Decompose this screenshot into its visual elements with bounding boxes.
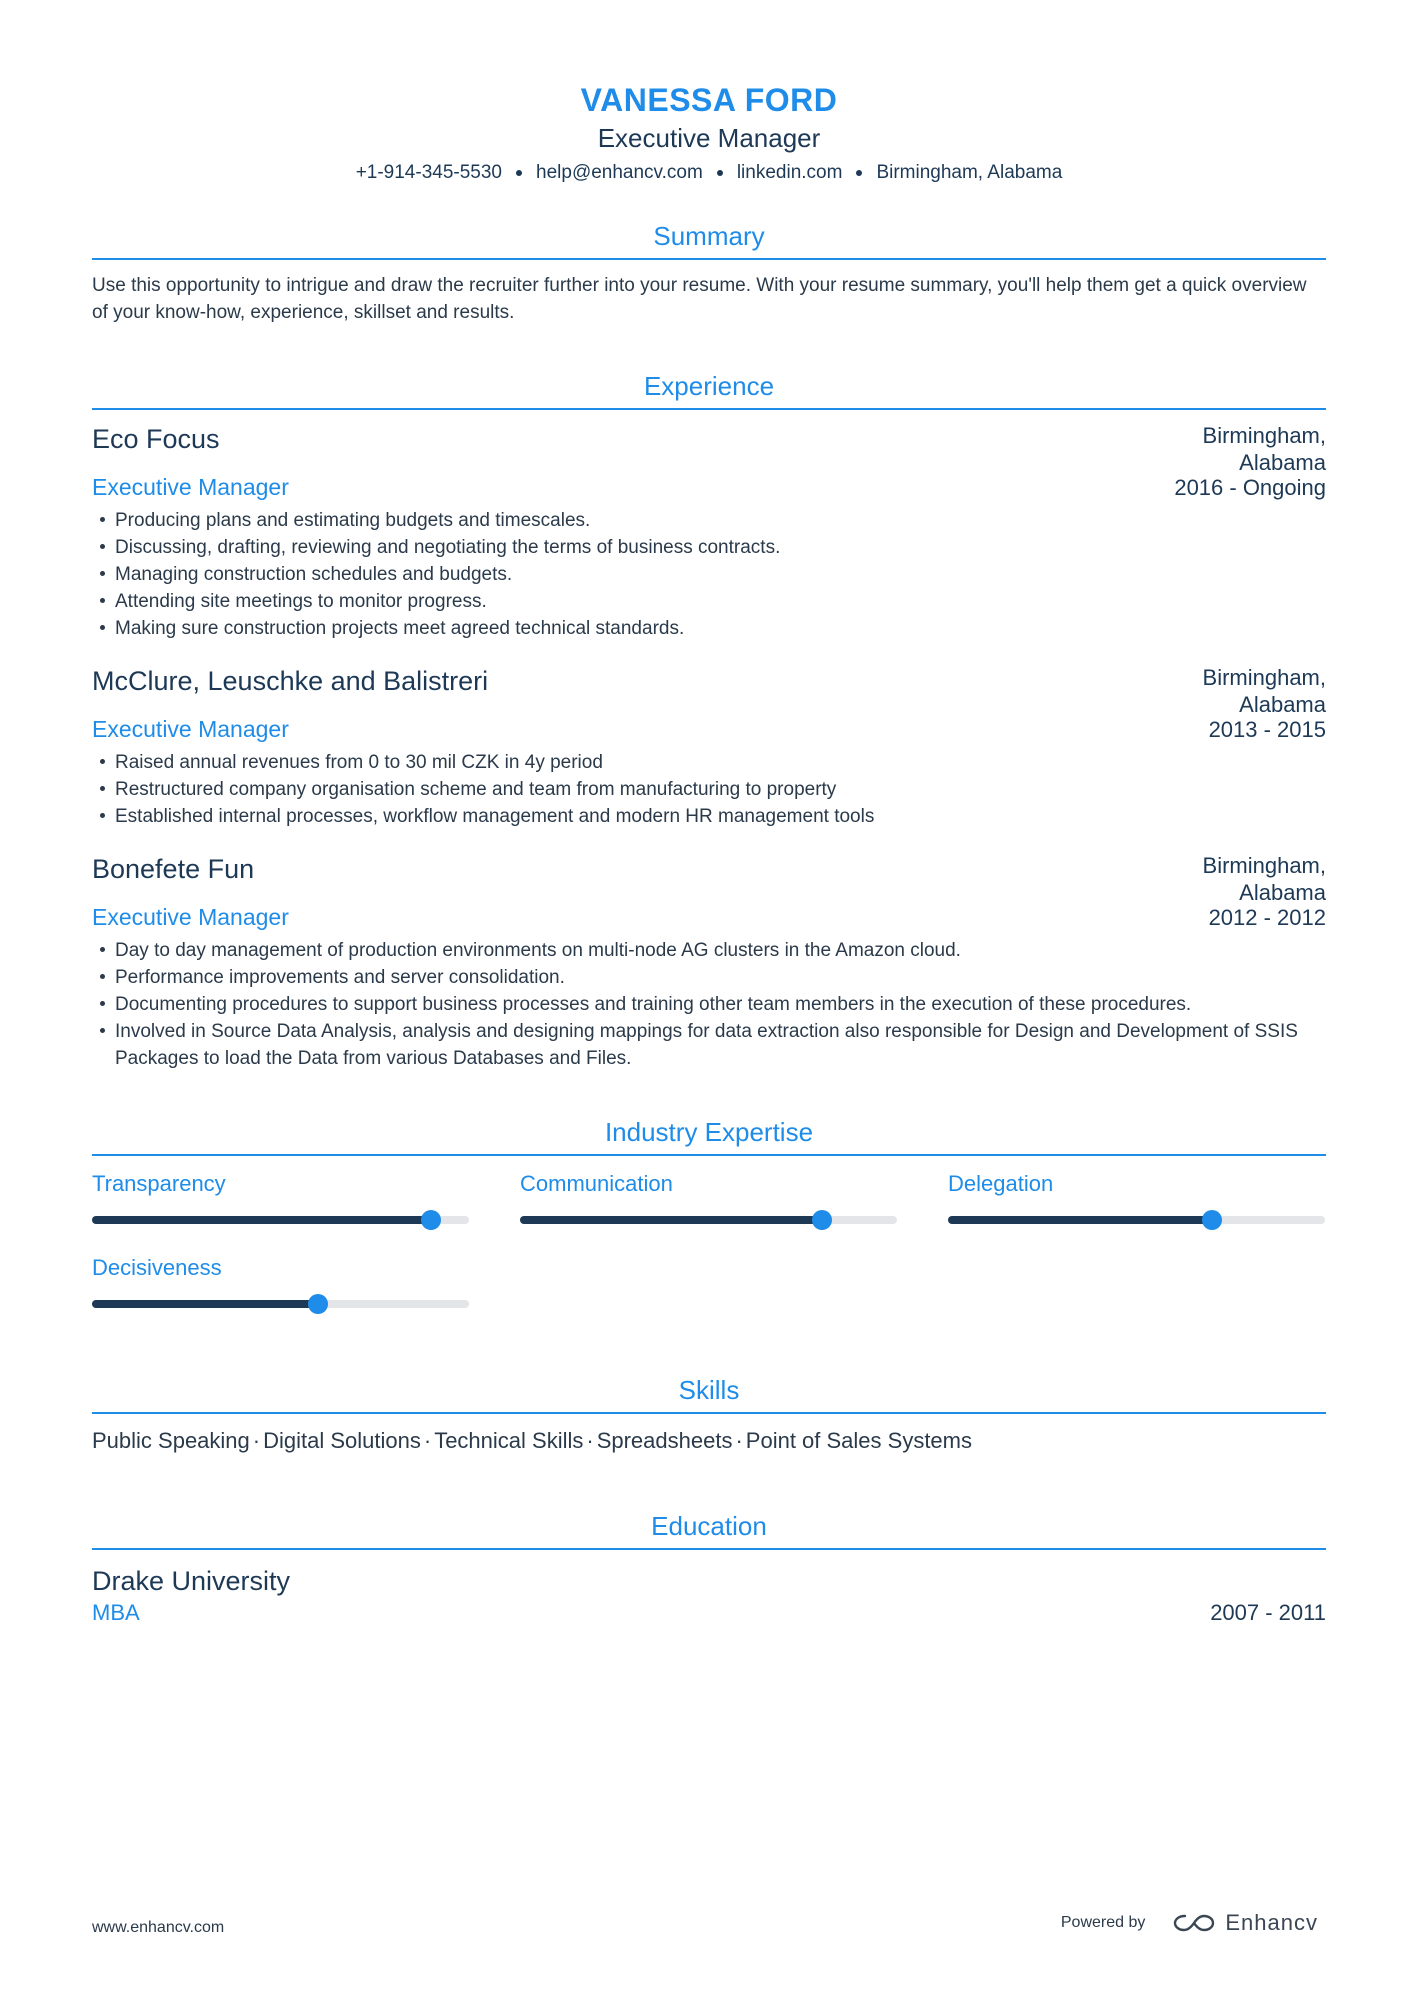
skill-item: Technical Skills xyxy=(434,1428,584,1453)
job-location-line: Birmingham, xyxy=(1202,853,1326,878)
section-title-expertise: Industry Expertise xyxy=(604,1117,814,1147)
footer-website[interactable]: www.enhancv.com xyxy=(92,1919,225,1936)
section-divider xyxy=(92,408,1326,410)
job-location-line: Alabama xyxy=(1239,692,1326,717)
location: Birmingham, Alabama xyxy=(876,162,1063,183)
expertise-bar-track xyxy=(948,1216,1325,1224)
job-role: Executive Manager xyxy=(92,716,289,742)
expertise-bar-track xyxy=(520,1216,897,1224)
bullet-item: Restructured company organisation scheme and team from manufacturing to property xyxy=(92,776,1326,803)
expertise-bar-track xyxy=(92,1216,469,1224)
education-section xyxy=(92,1510,1326,1628)
skill-item: Spreadsheets xyxy=(596,1428,733,1453)
job-location xyxy=(1166,422,1326,476)
candidate-name: VANESSA FORD xyxy=(580,82,838,118)
expertise-item xyxy=(948,1170,1325,1224)
bullet-item: Performance improvements and server consolidation. xyxy=(92,964,1326,991)
skill-item: Public Speaking xyxy=(92,1428,250,1453)
expertise-label: Decisiveness xyxy=(92,1255,222,1280)
bullet-item: Established internal processes, workflow management and modern HR management tools xyxy=(92,803,1326,830)
email[interactable]: help@enhancv.com xyxy=(536,162,703,183)
job-bullets xyxy=(92,937,1326,1072)
skill-item: Digital Solutions xyxy=(263,1428,421,1453)
education-school: Drake University xyxy=(92,1566,291,1596)
enhancv-logo-icon xyxy=(1171,1911,1217,1935)
job-dates: 2013 - 2015 xyxy=(1208,717,1326,742)
bullet-item: Discussing, drafting, reviewing and negotiating the terms of business contracts. xyxy=(92,534,1326,561)
job-location-line: Birmingham, xyxy=(1202,423,1326,448)
resume-page xyxy=(92,80,1326,1628)
separator-dot xyxy=(856,170,862,176)
job-role: Executive Manager xyxy=(92,474,289,500)
section-divider xyxy=(92,258,1326,260)
expertise-bar-fill xyxy=(520,1216,822,1224)
expertise-bar-knob xyxy=(308,1294,328,1314)
skill-separator: · xyxy=(252,1428,261,1453)
bullet-item: Managing construction schedules and budgets. xyxy=(92,561,1326,588)
summary-section xyxy=(92,220,1326,326)
job-bullets xyxy=(92,507,1326,642)
expertise-section xyxy=(92,1116,1326,1308)
job-entry xyxy=(92,664,1326,830)
job-location-line: Birmingham, xyxy=(1202,665,1326,690)
skills-list xyxy=(92,1426,1326,1456)
footer-branding xyxy=(1061,1910,1318,1936)
separator-dot xyxy=(717,170,723,176)
bullet-item: Involved in Source Data Analysis, analysis and designing mappings for data extraction also responsible for Design and Development of SSIS Packages to load the Data from various Databases and Files. xyxy=(92,1018,1326,1072)
bullet-item: Day to day management of production environments on multi-node AG clusters in the Amazon cloud. xyxy=(92,937,1326,964)
section-title-experience: Experience xyxy=(643,371,775,401)
skills-section xyxy=(92,1374,1326,1456)
expertise-bar-fill xyxy=(948,1216,1212,1224)
education-degree: MBA xyxy=(92,1600,140,1625)
expertise-item xyxy=(92,1170,469,1224)
job-entry xyxy=(92,422,1326,642)
job-location-line: Alabama xyxy=(1239,450,1326,475)
bullet-item: Raised annual revenues from 0 to 30 mil CZK in 4y period xyxy=(92,749,1326,776)
bullet-item: Documenting procedures to support business processes and training other team members in the execution of these procedures. xyxy=(92,991,1326,1018)
linkedin[interactable]: linkedin.com xyxy=(736,162,843,183)
section-divider xyxy=(92,1412,1326,1414)
skill-separator: · xyxy=(423,1428,432,1453)
section-title-education: Education xyxy=(651,1511,767,1541)
expertise-label: Transparency xyxy=(92,1171,226,1196)
job-bullets xyxy=(92,749,1326,830)
section-title-skills: Skills xyxy=(678,1375,740,1405)
job-location-line: Alabama xyxy=(1239,880,1326,905)
company-name: Bonefete Fun xyxy=(92,854,255,884)
summary-text: Use this opportunity to intrigue and draw the recruiter further into your resume. With your resume summary, you'll help them get a quick overview of your know-how, experience, skillset and results. xyxy=(92,275,1307,323)
bullet-item: Making sure construction projects meet agreed technical standards. xyxy=(92,615,1326,642)
expertise-label: Delegation xyxy=(948,1171,1054,1196)
expertise-label: Communication xyxy=(520,1171,673,1196)
job-dates: 2016 - Ongoing xyxy=(1174,475,1326,500)
section-divider xyxy=(92,1154,1326,1156)
expertise-grid xyxy=(92,1170,1326,1308)
section-divider xyxy=(92,1548,1326,1550)
job-location xyxy=(1166,664,1326,718)
experience-section xyxy=(92,370,1326,1072)
phone[interactable]: +1-914-345-5530 xyxy=(355,162,503,183)
job-location xyxy=(1166,852,1326,906)
skill-separator: · xyxy=(735,1428,743,1453)
skill-item: Point of Sales Systems xyxy=(745,1428,972,1453)
brand-name: Enhancv xyxy=(1225,1910,1318,1935)
bullet-item: Attending site meetings to monitor progress. xyxy=(92,588,1326,615)
expertise-bar-knob xyxy=(1202,1210,1222,1230)
expertise-bar-fill xyxy=(92,1300,318,1308)
enhancv-brand[interactable] xyxy=(1171,1910,1318,1936)
expertise-item xyxy=(92,1254,469,1308)
contact-line xyxy=(92,160,1326,186)
job-role: Executive Manager xyxy=(92,904,289,930)
skill-separator: · xyxy=(586,1428,594,1453)
expertise-bar-fill xyxy=(92,1216,431,1224)
bullet-item: Producing plans and estimating budgets and timescales. xyxy=(92,507,1326,534)
candidate-title: Executive Manager xyxy=(597,123,821,153)
education-dates: 2007 - 2011 xyxy=(1210,1600,1326,1625)
expertise-bar-track xyxy=(92,1300,469,1308)
expertise-bar-knob xyxy=(812,1210,832,1230)
job-dates: 2012 - 2012 xyxy=(1208,905,1326,930)
job-entry xyxy=(92,852,1326,1072)
powered-by-label: Powered by xyxy=(1060,1914,1146,1931)
company-name: McClure, Leuschke and Balistreri xyxy=(92,666,489,696)
company-name: Eco Focus xyxy=(92,424,220,454)
expertise-item xyxy=(520,1170,897,1224)
expertise-bar-knob xyxy=(421,1210,441,1230)
separator-dot xyxy=(516,170,522,176)
section-title-summary: Summary xyxy=(653,221,765,251)
